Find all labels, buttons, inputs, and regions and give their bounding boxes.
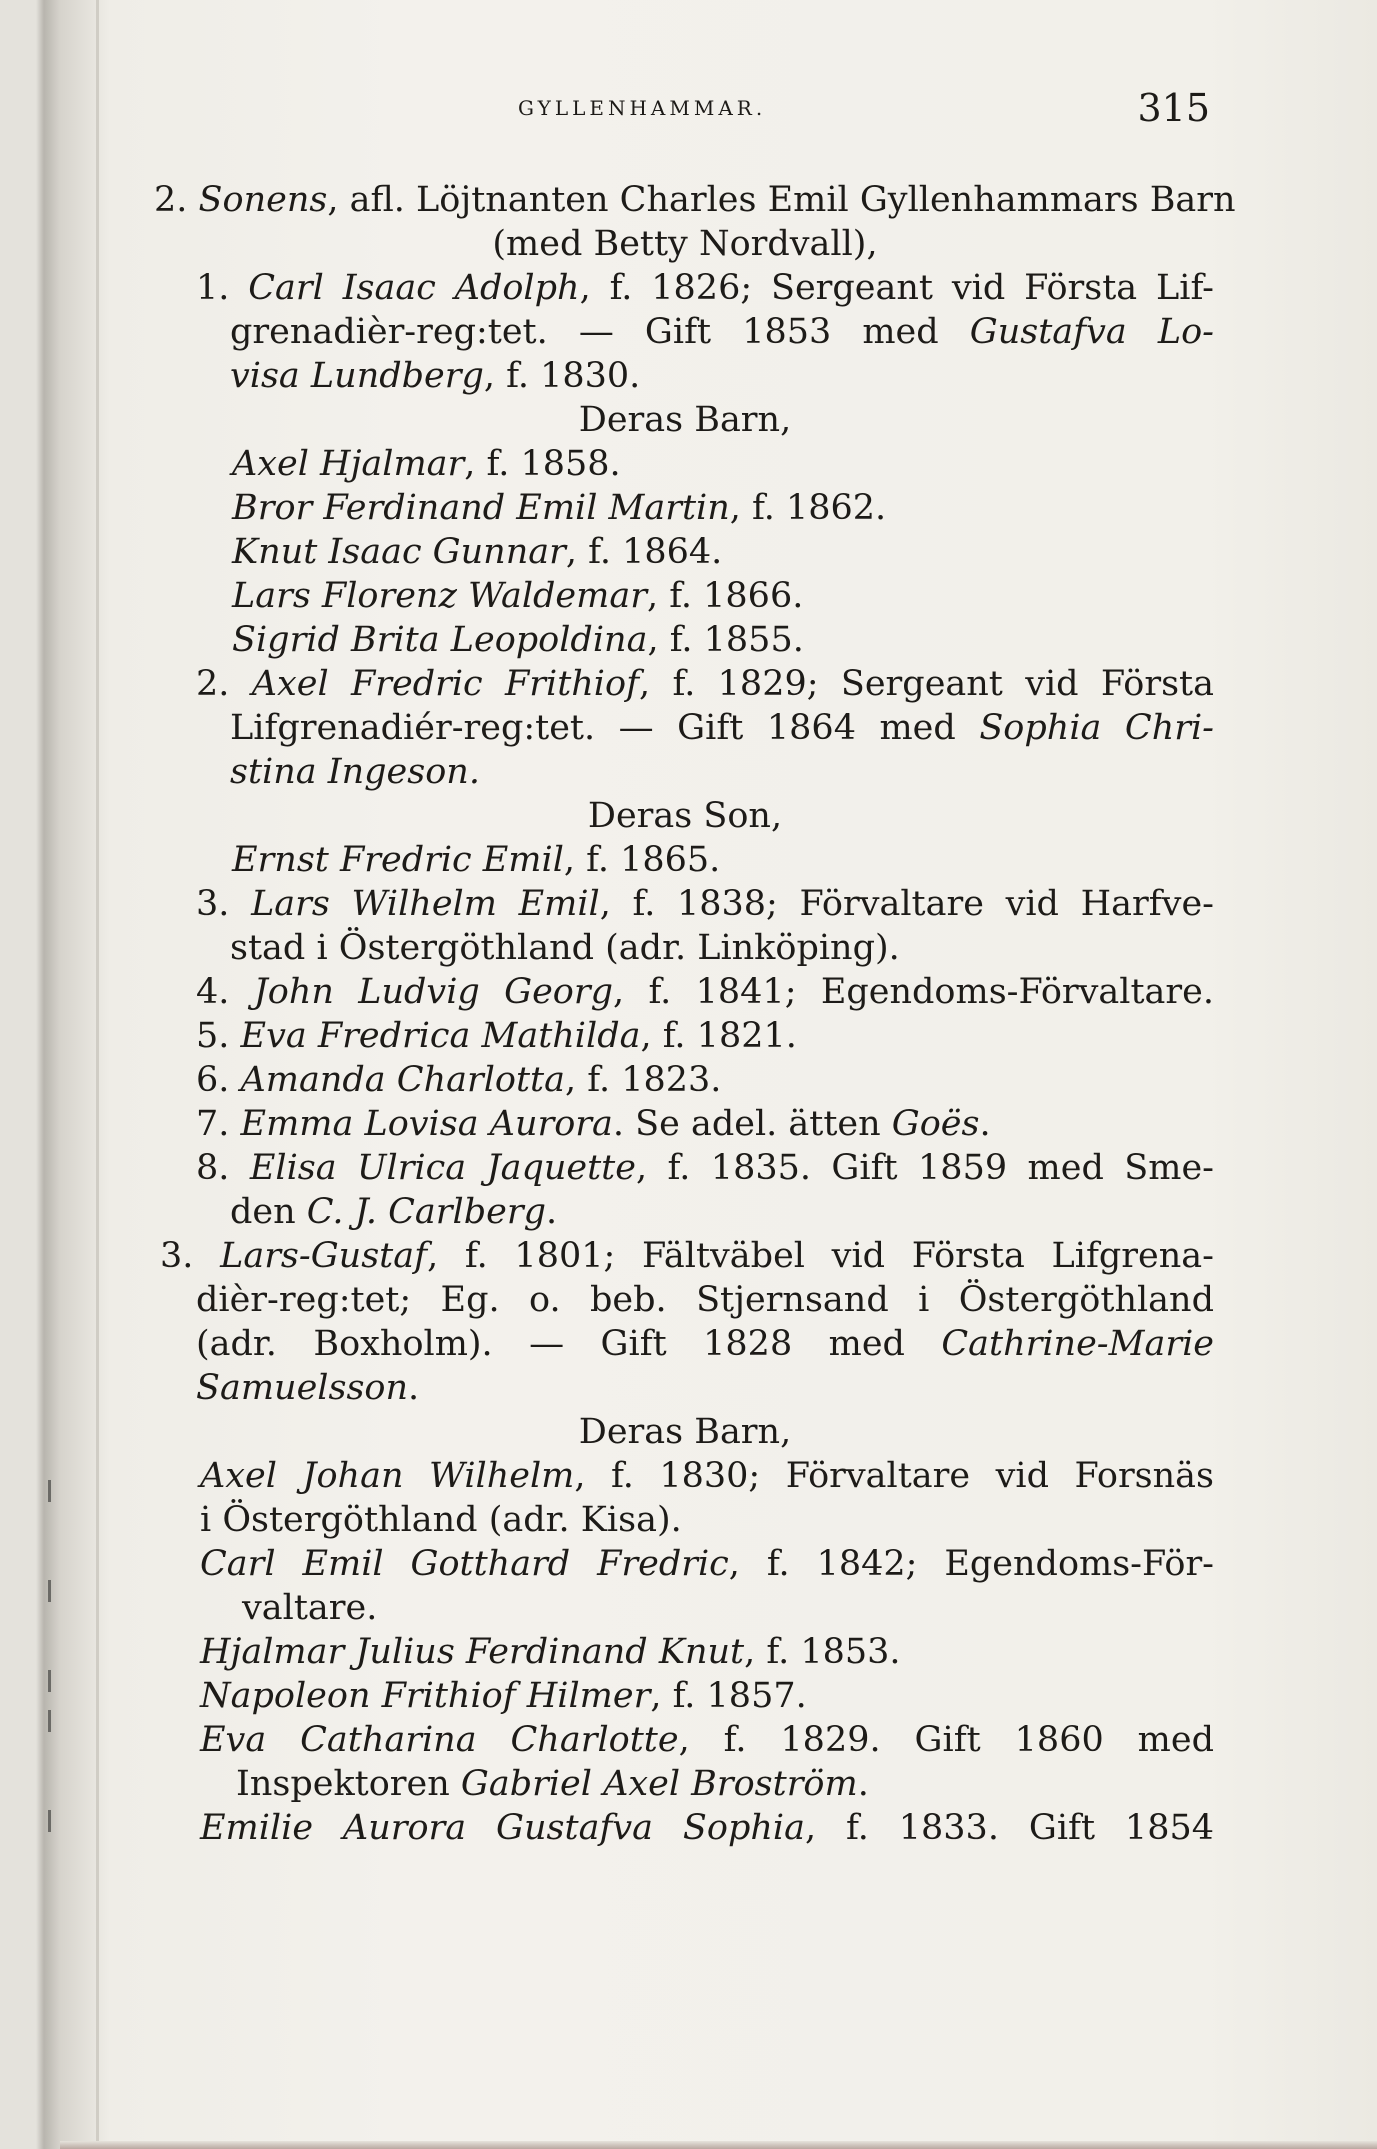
italic-name: Bror Ferdinand Emil Martin	[232, 488, 730, 528]
text-run: ).	[875, 928, 900, 968]
text-run: Deras Son,	[587, 796, 783, 836]
text-line	[242, 1586, 842, 1630]
text-line	[200, 1806, 1214, 1850]
text-run: , f. 1821.	[640, 1016, 797, 1056]
italic-name: John Ludvig Georg	[253, 972, 614, 1012]
text-line	[232, 618, 1032, 662]
page-bottom-edge	[60, 2141, 1377, 2149]
text-run: , f. 1841; Egendoms-Förvaltare.	[613, 972, 1214, 1012]
text-run: Deras Barn,	[578, 400, 792, 440]
text-line	[230, 926, 1130, 970]
text-run: , afl. Löjtnanten Charles Emil Gyllenhammars Barn	[327, 180, 1236, 220]
text-run: , f. 1866.	[646, 576, 804, 616]
text-line	[232, 442, 932, 486]
text-run: , f. 1838; Förvaltare vid	[599, 884, 1081, 924]
text-run: , f. 1829; Sergeant vid Första	[639, 664, 1214, 704]
italic-name: Goës	[891, 1104, 980, 1144]
text-run: Lifgrenadiér-reg:tet. — Gift 1864 med	[230, 708, 980, 748]
italic-name: Lars-Gustaf	[220, 1236, 428, 1276]
text-line	[200, 1498, 1100, 1542]
text-line	[196, 882, 1214, 926]
text-line	[230, 1190, 830, 1234]
italic-name: C. J. Carlberg	[306, 1192, 546, 1232]
text-run: , f. 1858.	[464, 444, 621, 484]
text-line	[196, 266, 1214, 310]
text-line	[196, 1058, 996, 1102]
text-line	[200, 1718, 1214, 1762]
page-header	[150, 86, 1220, 130]
text-run: Deras Barn,	[578, 1412, 792, 1452]
text-run: 2.	[154, 180, 199, 220]
text-run: , f. 1857.	[650, 1676, 807, 1716]
text-run: Boxholm	[313, 1324, 468, 1364]
text-line	[196, 1322, 1214, 1366]
text-run: 1.	[196, 268, 249, 308]
text-run: , f. 1842; Egendoms-För-	[728, 1544, 1214, 1584]
text-line	[196, 970, 1214, 1014]
italic-name: Carl Isaac Adolph	[248, 268, 580, 308]
text-run: 3.	[160, 1236, 221, 1276]
italic-name: Eva Catharina Charlotte	[200, 1720, 679, 1760]
text-line	[196, 1366, 796, 1410]
italic-name: Samuelsson	[196, 1368, 409, 1408]
text-line	[200, 1454, 1214, 1498]
text-run: i Östergöthland (adr.	[305, 928, 698, 968]
text-run: , f. 1864.	[565, 532, 723, 572]
text-run: 6.	[196, 1060, 241, 1100]
text-line	[230, 354, 930, 398]
text-line	[200, 1674, 1100, 1718]
text-run: , f. 1829. Gift 1860 med	[678, 1720, 1214, 1760]
text-run: Forsnäs	[1074, 1456, 1215, 1496]
text-line	[154, 178, 1236, 222]
text-run: , f. 1862.	[729, 488, 887, 528]
text-run: , f. 1830.	[483, 356, 641, 396]
text-run: ). — Gift 1828 med	[467, 1324, 942, 1364]
text-line	[196, 1102, 1096, 1146]
text-run: Stjernsand	[696, 1280, 889, 1320]
text-run: dièr-reg:tet; Eg. o. beb.	[196, 1280, 697, 1320]
italic-name: Knut Isaac Gunnar	[232, 532, 566, 572]
italic-name: Lars Florenz Waldemar	[232, 576, 647, 616]
text-run: Kisa	[580, 1500, 657, 1540]
text-run: , f. 1830; Förvaltare vid	[574, 1456, 1075, 1496]
text-line	[150, 794, 1220, 838]
text-run: , f. 1835. Gift 1859 med Sme-	[635, 1148, 1214, 1188]
text-line	[232, 530, 932, 574]
book-gutter	[96, 0, 99, 2149]
italic-name: visa Lundberg	[230, 356, 484, 396]
text-line	[232, 838, 932, 882]
text-run: 8.	[196, 1148, 250, 1188]
text-line	[150, 222, 1220, 266]
italic-name: Emma Lovisa Aurora	[240, 1104, 613, 1144]
text-line	[230, 706, 1214, 750]
page-text	[150, 86, 1236, 1848]
text-run: (adr.	[196, 1324, 314, 1364]
italic-name: Axel Fredric Frithiof	[251, 664, 640, 704]
italic-name: Gabriel Axel Broström	[460, 1764, 858, 1804]
italic-name: Carl Emil Gotthard Fredric	[200, 1544, 729, 1584]
text-run: Harfve-	[1080, 884, 1214, 924]
text-run: . Se adel. ätten	[612, 1104, 892, 1144]
text-run: , f. 1826; Sergeant vid Första Lif-	[579, 268, 1214, 308]
text-run: (med Betty Nordvall),	[492, 224, 878, 264]
running-title: GYLLENHAMMAR.	[518, 96, 767, 120]
italic-name: Napoleon Frithiof Hilmer	[200, 1676, 651, 1716]
italic-name: Elisa Ulrica Jaquette	[249, 1148, 636, 1188]
text-line	[196, 662, 1214, 706]
italic-name: Lars Wilhelm Emil	[251, 884, 600, 924]
text-line	[236, 1762, 1136, 1806]
text-run: 5.	[196, 1016, 241, 1056]
italic-name: Sophia Chri-	[979, 708, 1214, 748]
text-line	[230, 750, 830, 794]
italic-name: Eva Fredrica Mathilda	[240, 1016, 641, 1056]
italic-name: Sigrid Brita Leopoldina	[232, 620, 648, 660]
text-run: ).	[656, 1500, 682, 1540]
text-run: i Östergöthland	[888, 1280, 1214, 1320]
italic-name: Sonens	[198, 180, 328, 220]
italic-name: Amanda Charlotta	[240, 1060, 565, 1100]
italic-name: Emilie Aurora Gustafva Sophia	[200, 1808, 805, 1848]
text-run: , f. 1855.	[647, 620, 804, 660]
text-line	[200, 1542, 1214, 1586]
text-run: Inspektoren	[236, 1764, 461, 1804]
italic-name: Gustafva Lo-	[969, 312, 1214, 352]
text-line	[150, 398, 1220, 442]
text-line	[160, 1234, 1214, 1278]
italic-name: stina Ingeson.	[230, 752, 480, 792]
text-run: , f. 1801; Fältväbel vid Första Lifgrena-	[427, 1236, 1214, 1276]
page-number: 315	[1137, 86, 1210, 130]
text-run: valtare.	[242, 1588, 378, 1628]
text-run: stad	[230, 928, 306, 968]
text-run: 3.	[196, 884, 252, 924]
text-run: grenadièr-reg:tet. — Gift 1853 med	[230, 312, 970, 352]
text-run: , f. 1823.	[564, 1060, 722, 1100]
text-line	[232, 486, 1032, 530]
text-run: .	[857, 1764, 869, 1804]
text-line	[232, 574, 1032, 618]
text-run: 4.	[196, 972, 254, 1012]
text-line	[196, 1146, 1214, 1190]
text-run: 7.	[196, 1104, 241, 1144]
text-line	[150, 1410, 1220, 1454]
text-run: i Östergöthland (adr.	[200, 1500, 581, 1540]
text-run: Linköping	[697, 928, 876, 968]
text-run: den	[230, 1192, 307, 1232]
text-run: .	[545, 1192, 558, 1232]
text-line	[196, 1014, 996, 1058]
text-run: .	[979, 1104, 991, 1144]
text-line	[200, 1630, 1100, 1674]
text-run: , f. 1865.	[563, 840, 721, 880]
text-line	[196, 1278, 1214, 1322]
italic-name: Axel Johan Wilhelm	[200, 1456, 575, 1496]
italic-name: Hjalmar Julius Ferdinand Knut	[200, 1632, 745, 1672]
italic-name: Axel Hjalmar	[232, 444, 465, 484]
text-run: 2.	[196, 664, 252, 704]
italic-name: Ernst Fredric Emil	[232, 840, 564, 880]
text-run: , f. 1833. Gift 1854	[805, 1808, 1214, 1848]
text-line	[230, 310, 1214, 354]
text-run: .	[408, 1368, 420, 1408]
text-run: , f. 1853.	[744, 1632, 901, 1672]
italic-name: Cathrine-Marie	[941, 1324, 1214, 1364]
